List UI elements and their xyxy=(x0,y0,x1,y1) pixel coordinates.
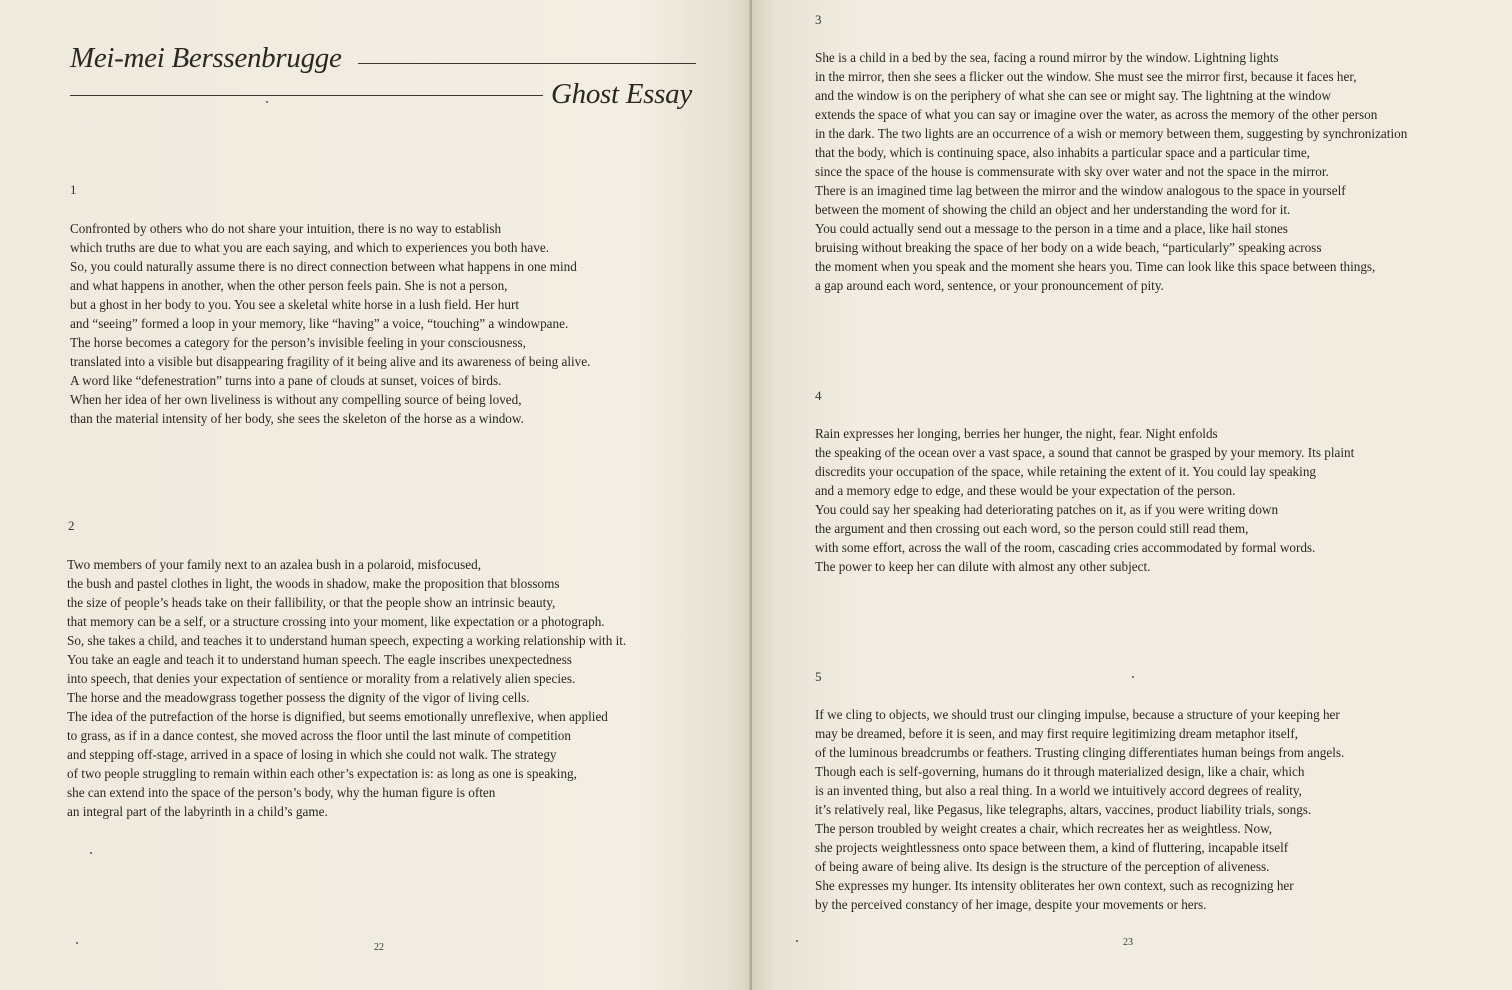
paper-speck xyxy=(796,940,798,942)
text-line: the bush and pastel clothes in light, the woods in shadow, make the proposition that blossoms xyxy=(67,576,560,591)
essay-title: Ghost Essay xyxy=(551,78,692,110)
text-line: may be dreamed, before it is seen, and may first require legitimizing dream metaphor itself, xyxy=(815,726,1299,741)
section-1-text xyxy=(70,219,590,428)
text-line: bruising without breaking the space of her body on a wide beach, “particularly” speaking across xyxy=(815,240,1322,255)
text-line: The person troubled by weight creates a chair, which recreates her as weightless. Now, xyxy=(815,821,1273,836)
text-line: The power to keep her can dilute with almost any other subject. xyxy=(815,559,1151,574)
section-4-text xyxy=(815,424,1354,576)
text-line: between the moment of showing the child an object and her understanding the word for it. xyxy=(815,202,1291,217)
text-line: The horse and the meadowgrass together possess the dignity of the vigor of living cells. xyxy=(67,690,530,705)
text-line: There is an imagined time lag between the mirror and the window analogous to the space in yourself xyxy=(815,183,1346,198)
section-number-5: 5 xyxy=(815,669,822,684)
text-line: and the window is on the periphery of what she can see or might say. The lightning at the window xyxy=(815,88,1332,103)
right-page xyxy=(752,0,1512,990)
text-line: You could say her speaking had deteriorating patches on it, as if you were writing down xyxy=(815,502,1279,517)
text-line: the moment when you speak and the moment she hears you. Time can look like this space between things, xyxy=(815,259,1376,274)
text-line: Two members of your family next to an azalea bush in a polaroid, misfocused, xyxy=(67,557,482,572)
text-line: Confronted by others who do not share your intuition, there is no way to establish xyxy=(70,221,502,236)
text-line: with some effort, across the wall of the room, cascading cries accommodated by formal words. xyxy=(815,540,1316,555)
text-line: a gap around each word, sentence, or your pronouncement of pity. xyxy=(815,278,1164,293)
text-line: and a memory edge to edge, and these would be your expectation of the person. xyxy=(815,483,1236,498)
text-line: to grass, as if in a dance contest, she moved across the floor until the last minute of competition xyxy=(67,728,571,743)
text-line: and “seeing” formed a loop in your memory, like “having” a voice, “touching” a windowpane. xyxy=(70,316,569,331)
text-line: in the dark. The two lights are an occurrence of a wish or memory between them, suggesting by synchronization xyxy=(815,126,1408,141)
text-line: of two people struggling to remain within each other’s expectation is: as long as one is speaking, xyxy=(67,766,577,781)
page-number-left: 22 xyxy=(374,942,384,953)
text-line: is an invented thing, but also a real thing. In a world we intuitively accord degrees of reality, xyxy=(815,783,1302,798)
text-line: of being aware of being alive. Its design is the structure of the perception of aliveness. xyxy=(815,859,1270,874)
text-line: which truths are due to what you are each saying, and which to experiences you both have. xyxy=(70,240,549,255)
section-number-2: 2 xyxy=(68,518,75,533)
text-line: You take an eagle and teach it to understand human speech. The eagle inscribes unexpectedness xyxy=(67,652,572,667)
text-line: translated into a visible but disappearing fragility of it being alive and its awareness of being alive. xyxy=(70,354,591,369)
section-3-text xyxy=(815,48,1407,295)
title-rule-upper xyxy=(358,63,696,64)
text-line: into speech, that denies your expectation of sentience or morality from a relatively alien species. xyxy=(67,671,576,686)
text-line: Though each is self-governing, humans do it through materialized design, like a chair, which xyxy=(815,764,1305,779)
text-line: The idea of the putrefaction of the horse is dignified, but seems emotionally unreflexive, when applied xyxy=(67,709,608,724)
text-line: it’s relatively real, like Pegasus, like telegraphs, altars, vaccines, product liability trials, songs. xyxy=(815,802,1312,817)
text-line: extends the space of what you can say or imagine over the water, as across the memory of the other person xyxy=(815,107,1378,122)
text-line: since the space of the house is commensurate with sky over water and not the space in the mirror. xyxy=(815,164,1329,179)
text-line: She is a child in a bed by the sea, facing a round mirror by the window. Lightning lights xyxy=(815,50,1279,65)
text-line: and stepping off-stage, arrived in a space of losing in which she could not walk. The strategy xyxy=(67,747,557,762)
text-line: the size of people’s heads take on their fallibility, or that the people show an intrinsic beauty, xyxy=(67,595,556,610)
section-5-text xyxy=(815,705,1344,914)
paper-speck xyxy=(90,852,92,854)
section-2-text xyxy=(67,555,626,821)
text-line: the argument and then crossing out each word, so the person could still read them, xyxy=(815,521,1249,536)
text-line: and what happens in another, when the other person feels pain. She is not a person, xyxy=(70,278,508,293)
page-number-right: 23 xyxy=(1123,937,1133,948)
text-line: Rain expresses her longing, berries her hunger, the night, fear. Night enfolds xyxy=(815,426,1218,441)
text-line: She expresses my hunger. Its intensity obliterates her own context, such as recognizing her xyxy=(815,878,1294,893)
section-number-3: 3 xyxy=(815,12,822,27)
left-page xyxy=(0,0,752,990)
text-line: by the perceived constancy of her image, despite your movements or hers. xyxy=(815,897,1207,912)
text-line: than the material intensity of her body, she sees the skeleton of the horse as a window. xyxy=(70,411,524,426)
author-name: Mei-mei Berssenbrugge xyxy=(70,42,342,74)
text-line: she can extend into the space of the person’s body, why the human figure is often xyxy=(67,785,496,800)
section-number-1: 1 xyxy=(70,182,77,197)
text-line: the speaking of the ocean over a vast space, a sound that cannot be grasped by your memory. Its plaint xyxy=(815,445,1355,460)
section-number-4: 4 xyxy=(815,388,822,403)
title-rule-lower xyxy=(70,95,543,96)
paper-speck xyxy=(1132,676,1134,678)
text-line: she projects weightlessness onto space between them, a kind of fluttering, incapable itself xyxy=(815,840,1289,855)
text-line: So, you could naturally assume there is no direct connection between what happens in one mind xyxy=(70,259,577,274)
text-line: You could actually send out a message to the person in a time and a place, like hail stones xyxy=(815,221,1288,236)
text-line: that the body, which is continuing space, also inhabits a particular space and a particular time, xyxy=(815,145,1310,160)
text-line: an integral part of the labyrinth in a child’s game. xyxy=(67,804,328,819)
text-line: When her idea of her own liveliness is without any compelling source of being loved, xyxy=(70,392,522,407)
text-line: discredits your occupation of the space, while retaining the extent of it. You could lay speaking xyxy=(815,464,1317,479)
text-line: that memory can be a self, or a structure crossing into your moment, like expectation or a photograph. xyxy=(67,614,605,629)
text-line: The horse becomes a category for the person’s invisible feeling in your consciousness, xyxy=(70,335,526,350)
paper-speck xyxy=(266,101,268,103)
text-line: If we cling to objects, we should trust our clinging impulse, because a structure of your keeping her xyxy=(815,707,1340,722)
text-line: A word like “defenestration” turns into a pane of clouds at sunset, voices of birds. xyxy=(70,373,502,388)
text-line: but a ghost in her body to you. You see a skeletal white horse in a lush field. Her hurt xyxy=(70,297,520,312)
text-line: of the luminous breadcrumbs or feathers. Trusting clinging differentiates human beings from angels. xyxy=(815,745,1345,760)
text-line: So, she takes a child, and teaches it to understand human speech, expecting a working relationship with it. xyxy=(67,633,627,648)
paper-speck xyxy=(76,942,78,944)
text-line: in the mirror, then she sees a flicker out the window. She must see the mirror first, because it faces her, xyxy=(815,69,1357,84)
